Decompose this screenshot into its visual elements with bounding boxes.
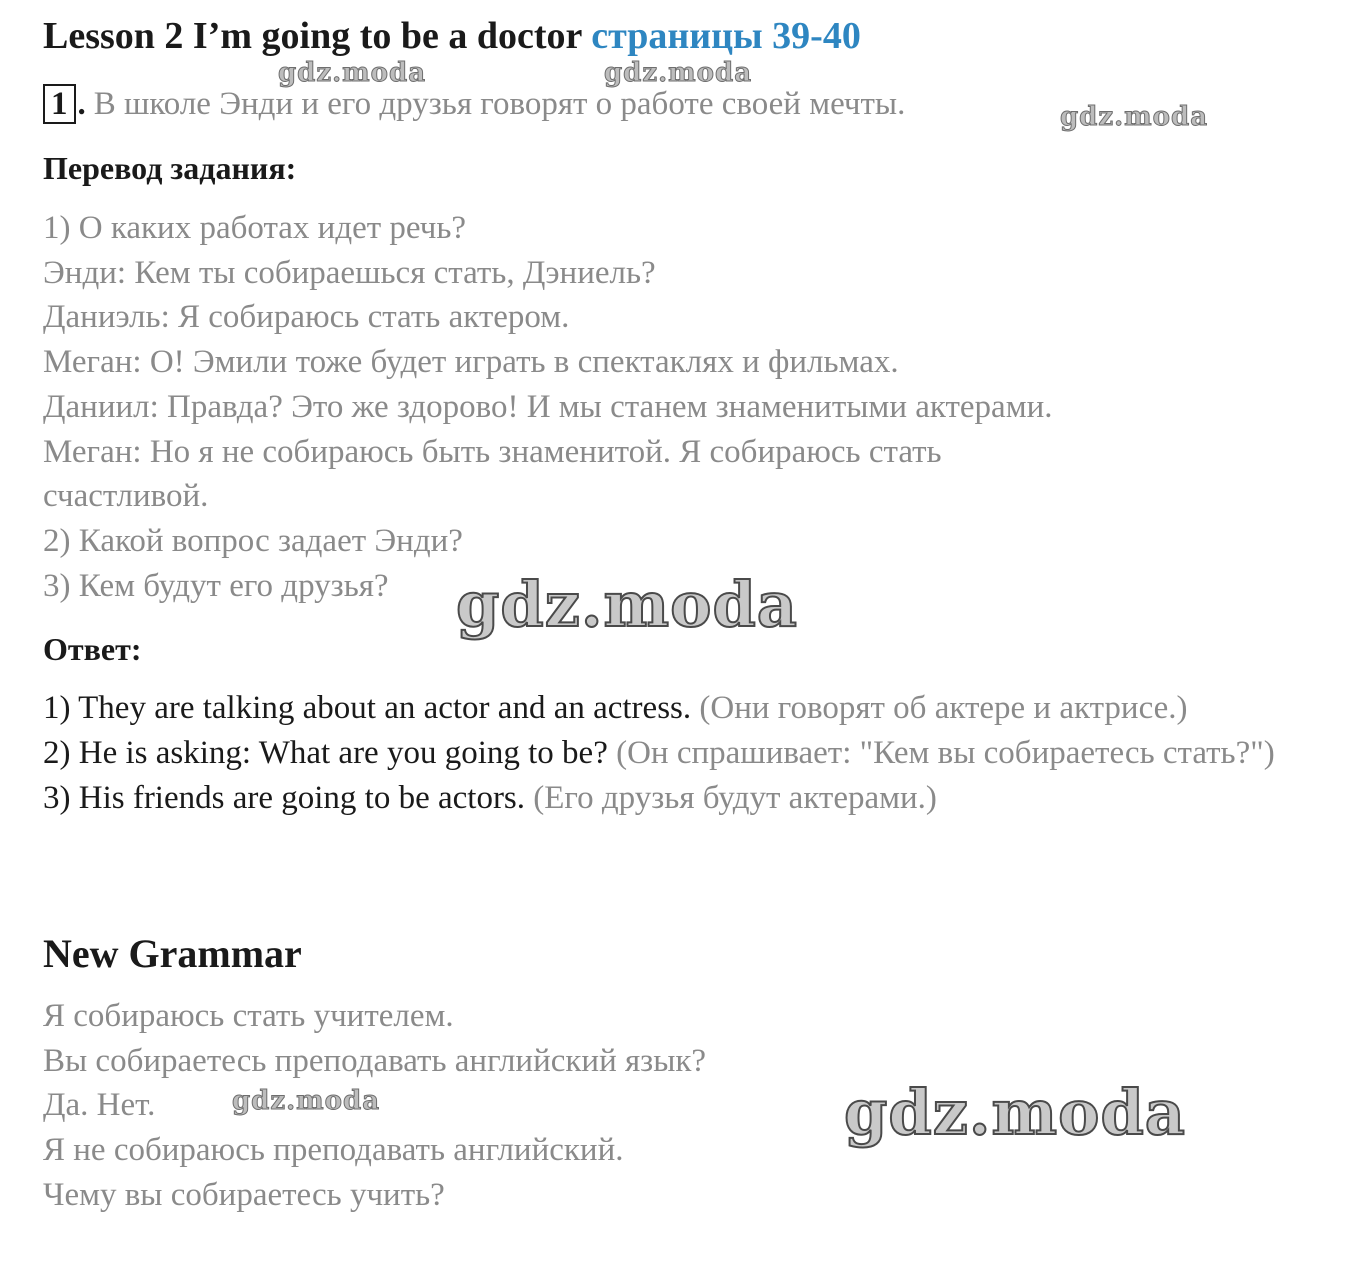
translation-line: счастливой. xyxy=(43,478,209,515)
answer-english: 1) They are talking about an actor and an actress. xyxy=(43,690,692,726)
answer-english: 3) His friends are going to be actors. xyxy=(43,780,526,816)
answer-item xyxy=(43,776,1303,821)
watermark: gdz.moda xyxy=(278,58,427,88)
grammar-line: Чему вы собираетесь учить? xyxy=(43,1176,445,1213)
answer-english: 2) He is asking: What are you going to be? xyxy=(43,735,608,771)
grammar-line: Я собираюсь стать учителем. xyxy=(43,998,454,1034)
grammar-line: Да. Нет. xyxy=(43,1087,156,1124)
watermark: gdz.moda xyxy=(1060,102,1209,132)
answer-heading: Ответ: xyxy=(43,631,142,667)
answer-russian: (Его друзья будут актерами.) xyxy=(533,780,937,816)
answer-list xyxy=(43,686,1303,821)
translation-line: 2) Какой вопрос задает Энди? xyxy=(43,522,463,559)
task-number: 1 xyxy=(43,84,76,124)
watermark: gdz.moda xyxy=(844,1076,1186,1149)
watermark: gdz.moda xyxy=(456,568,798,641)
translation-line: Энди: Кем ты собираешься стать, Дэниель? xyxy=(43,254,656,291)
watermark: gdz.moda xyxy=(604,58,753,88)
answer-russian: (Он спрашивает: "Кем вы собираетесь стать?") xyxy=(616,735,1275,771)
grammar-heading: New Grammar xyxy=(43,931,302,976)
lesson-title: Lesson 2 I’m going to be a doctor xyxy=(43,15,582,57)
translation-line: Меган: О! Эмили тоже будет играть в спектаклях и фильмах. xyxy=(43,344,899,381)
watermark: gdz.moda xyxy=(232,1086,381,1116)
task-text: В школе Энди и его друзья говорят о работе своей мечты. xyxy=(93,86,906,122)
answer-russian: (Они говорят об актере и актрисе.) xyxy=(699,690,1188,726)
grammar-line: Вы собираетесь преподавать английский язык? xyxy=(43,1042,707,1079)
translation-line: Меган: Но я не собираюсь быть знаменитой. Я собираюсь стать xyxy=(43,433,942,470)
page-title xyxy=(43,10,861,62)
translation-line: 3) Кем будут его друзья? xyxy=(43,567,389,604)
answer-item xyxy=(43,686,1303,731)
grammar-line: Я не собираюсь преподавать английский. xyxy=(43,1132,624,1169)
page-range: страницы 39-40 xyxy=(591,15,861,57)
translation-line: 1) О каких работах идет речь? xyxy=(43,210,467,246)
translation-line: Даниил: Правда? Это же здорово! И мы станем знаменитыми актерами. xyxy=(43,388,1053,425)
translation-line: Даниэль: Я собираюсь стать актером. xyxy=(43,299,570,336)
task-number-dot: . xyxy=(77,86,86,122)
answer-item xyxy=(43,731,1303,776)
translation-heading: Перевод задания: xyxy=(43,150,297,186)
task-statement xyxy=(43,82,905,126)
translation-text xyxy=(43,206,1303,608)
